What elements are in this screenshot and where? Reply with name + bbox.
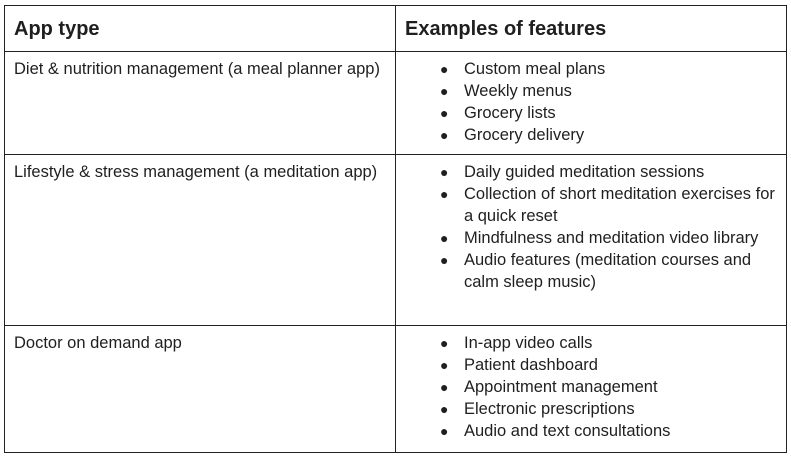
header-features: Examples of features <box>396 6 787 52</box>
feature-item <box>405 398 777 420</box>
feature-item <box>405 227 777 249</box>
bullet-icon: ● <box>440 127 449 143</box>
header-row <box>5 6 787 52</box>
table-row <box>5 155 787 326</box>
feature-item <box>405 161 777 183</box>
bullet-icon: ● <box>440 379 449 395</box>
feature-list <box>405 161 777 293</box>
bullet-icon: ● <box>440 230 449 246</box>
feature-item <box>405 376 777 398</box>
feature-item <box>405 124 777 146</box>
app-features-table <box>4 5 787 453</box>
app-type-cell: Doctor on demand app <box>5 326 396 453</box>
feature-item <box>405 354 777 376</box>
feature-text: Grocery lists <box>464 104 556 122</box>
feature-item <box>405 183 777 227</box>
feature-text: Grocery delivery <box>464 126 585 144</box>
table-row <box>5 52 787 155</box>
feature-text: Daily guided meditation sessions <box>464 163 705 181</box>
app-type-cell: Diet & nutrition management (a meal planner app) <box>5 52 396 155</box>
bullet-icon: ● <box>440 357 449 373</box>
feature-text: Mindfulness and meditation video library <box>464 229 759 247</box>
bullet-icon: ● <box>440 83 449 99</box>
bullet-icon: ● <box>440 61 449 77</box>
feature-text: In-app video calls <box>464 334 593 352</box>
feature-text: Audio and text consultations <box>464 422 671 440</box>
bullet-icon: ● <box>440 105 449 121</box>
feature-item <box>405 249 777 293</box>
bullet-icon: ● <box>440 423 449 439</box>
feature-item <box>405 102 777 124</box>
app-type-cell: Lifestyle & stress management (a meditation app) <box>5 155 396 326</box>
feature-item <box>405 332 777 354</box>
feature-list <box>405 332 777 442</box>
feature-text: Audio features (meditation courses and calm sleep music) <box>464 251 752 291</box>
feature-item <box>405 80 777 102</box>
feature-item <box>405 420 777 442</box>
feature-list <box>405 58 777 146</box>
bullet-icon: ● <box>440 335 449 351</box>
feature-text: Custom meal plans <box>464 60 606 78</box>
features-cell <box>396 326 787 453</box>
features-cell <box>396 155 787 326</box>
header-app-type: App type <box>5 6 396 52</box>
feature-text: Electronic prescriptions <box>464 400 635 418</box>
bullet-icon: ● <box>440 252 449 268</box>
feature-item <box>405 58 777 80</box>
feature-text: Collection of short meditation exercises for a quick reset <box>464 185 775 225</box>
feature-text: Weekly menus <box>464 82 572 100</box>
bullet-icon: ● <box>440 186 449 202</box>
bullet-icon: ● <box>440 401 449 417</box>
features-cell <box>396 52 787 155</box>
feature-text: Appointment management <box>464 378 658 396</box>
table-row <box>5 326 787 453</box>
feature-text: Patient dashboard <box>464 356 598 374</box>
bullet-icon: ● <box>440 164 449 180</box>
